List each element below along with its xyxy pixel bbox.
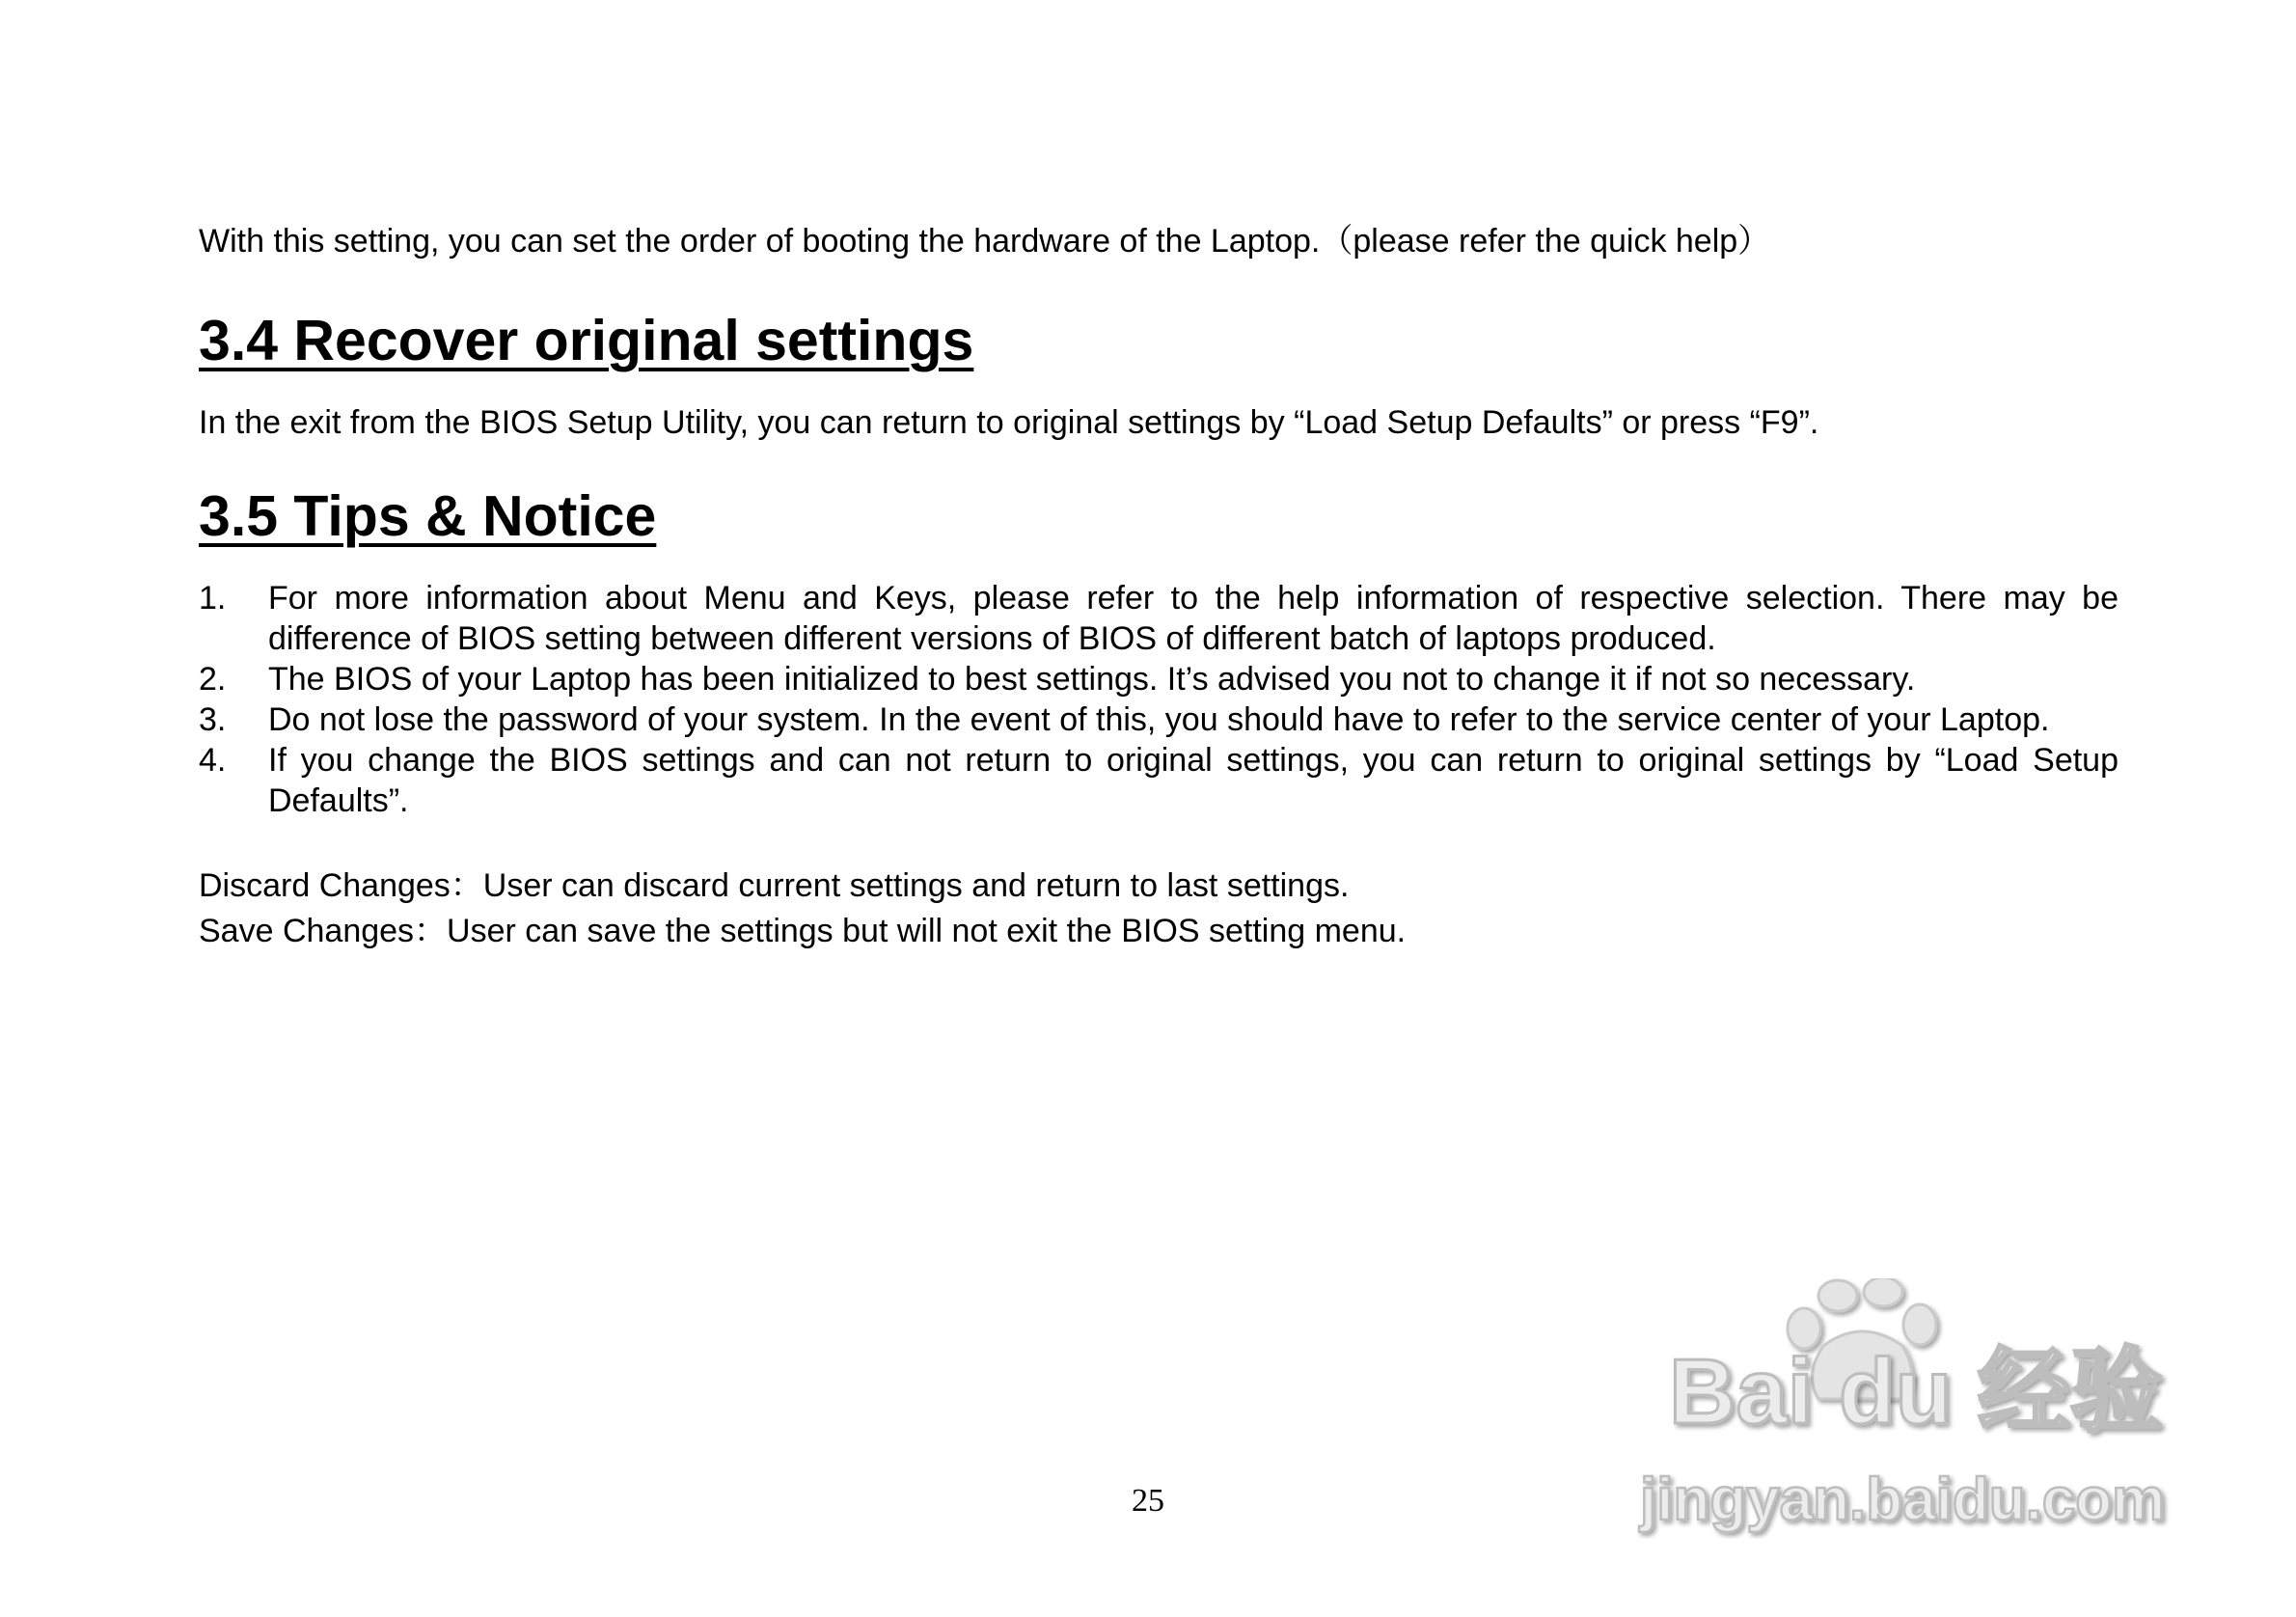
intro-paragraph: With this setting, you can set the order of booting the hardware of the Laptop.（please refer the quick help）	[199, 223, 1771, 260]
watermark-logo-text: Bai du 经验	[1669, 1340, 2164, 1443]
list-item-number: 3.	[199, 701, 227, 738]
list-item-text: The BIOS of your Laptop has been initialized to best settings. It’s advised you not to change it if not so necessary.	[268, 661, 1916, 698]
list-item	[199, 659, 2118, 699]
page-number: 25	[1132, 1483, 1164, 1519]
discard-changes-text: Discard Changes：User can discard current settings and return to last settings.	[199, 867, 1350, 904]
tips-list	[199, 578, 2118, 821]
section-heading-recover-settings: 3.4 Recover original settings	[199, 309, 974, 372]
list-item-text: Do not lose the password of your system. In the event of this, you should have to refer to the service center of your Laptop.	[268, 701, 2050, 738]
watermark-url-text: jingyan.baidu.com	[1640, 1466, 2166, 1533]
list-item-number: 1.	[199, 580, 227, 617]
list-item-number: 2.	[199, 661, 227, 698]
list-item-number: 4.	[199, 742, 227, 779]
list-item-text: For more information about Menu and Keys, please refer to the help information of respective selection. There may be difference of BIOS setting between different versions of BIOS of different batch of laptops produced.	[268, 580, 2118, 657]
list-item-text: If you change the BIOS settings and can not return to original settings, you can return to original settings by “Load Setup Defaults”.	[268, 742, 2118, 819]
save-changes-text: Save Changes：User can save the settings but will not exit the BIOS setting menu.	[199, 913, 1407, 949]
recover-settings-paragraph: In the exit from the BIOS Setup Utility, you can return to original settings by “Load Setup Defaults” or press “F9”.	[199, 404, 1819, 441]
list-item	[199, 699, 2118, 740]
list-item	[199, 740, 2118, 821]
list-item	[199, 578, 2118, 659]
section-heading-tips-notice: 3.5 Tips & Notice	[199, 484, 657, 548]
baidu-jingyan-watermark	[1630, 1278, 2180, 1539]
